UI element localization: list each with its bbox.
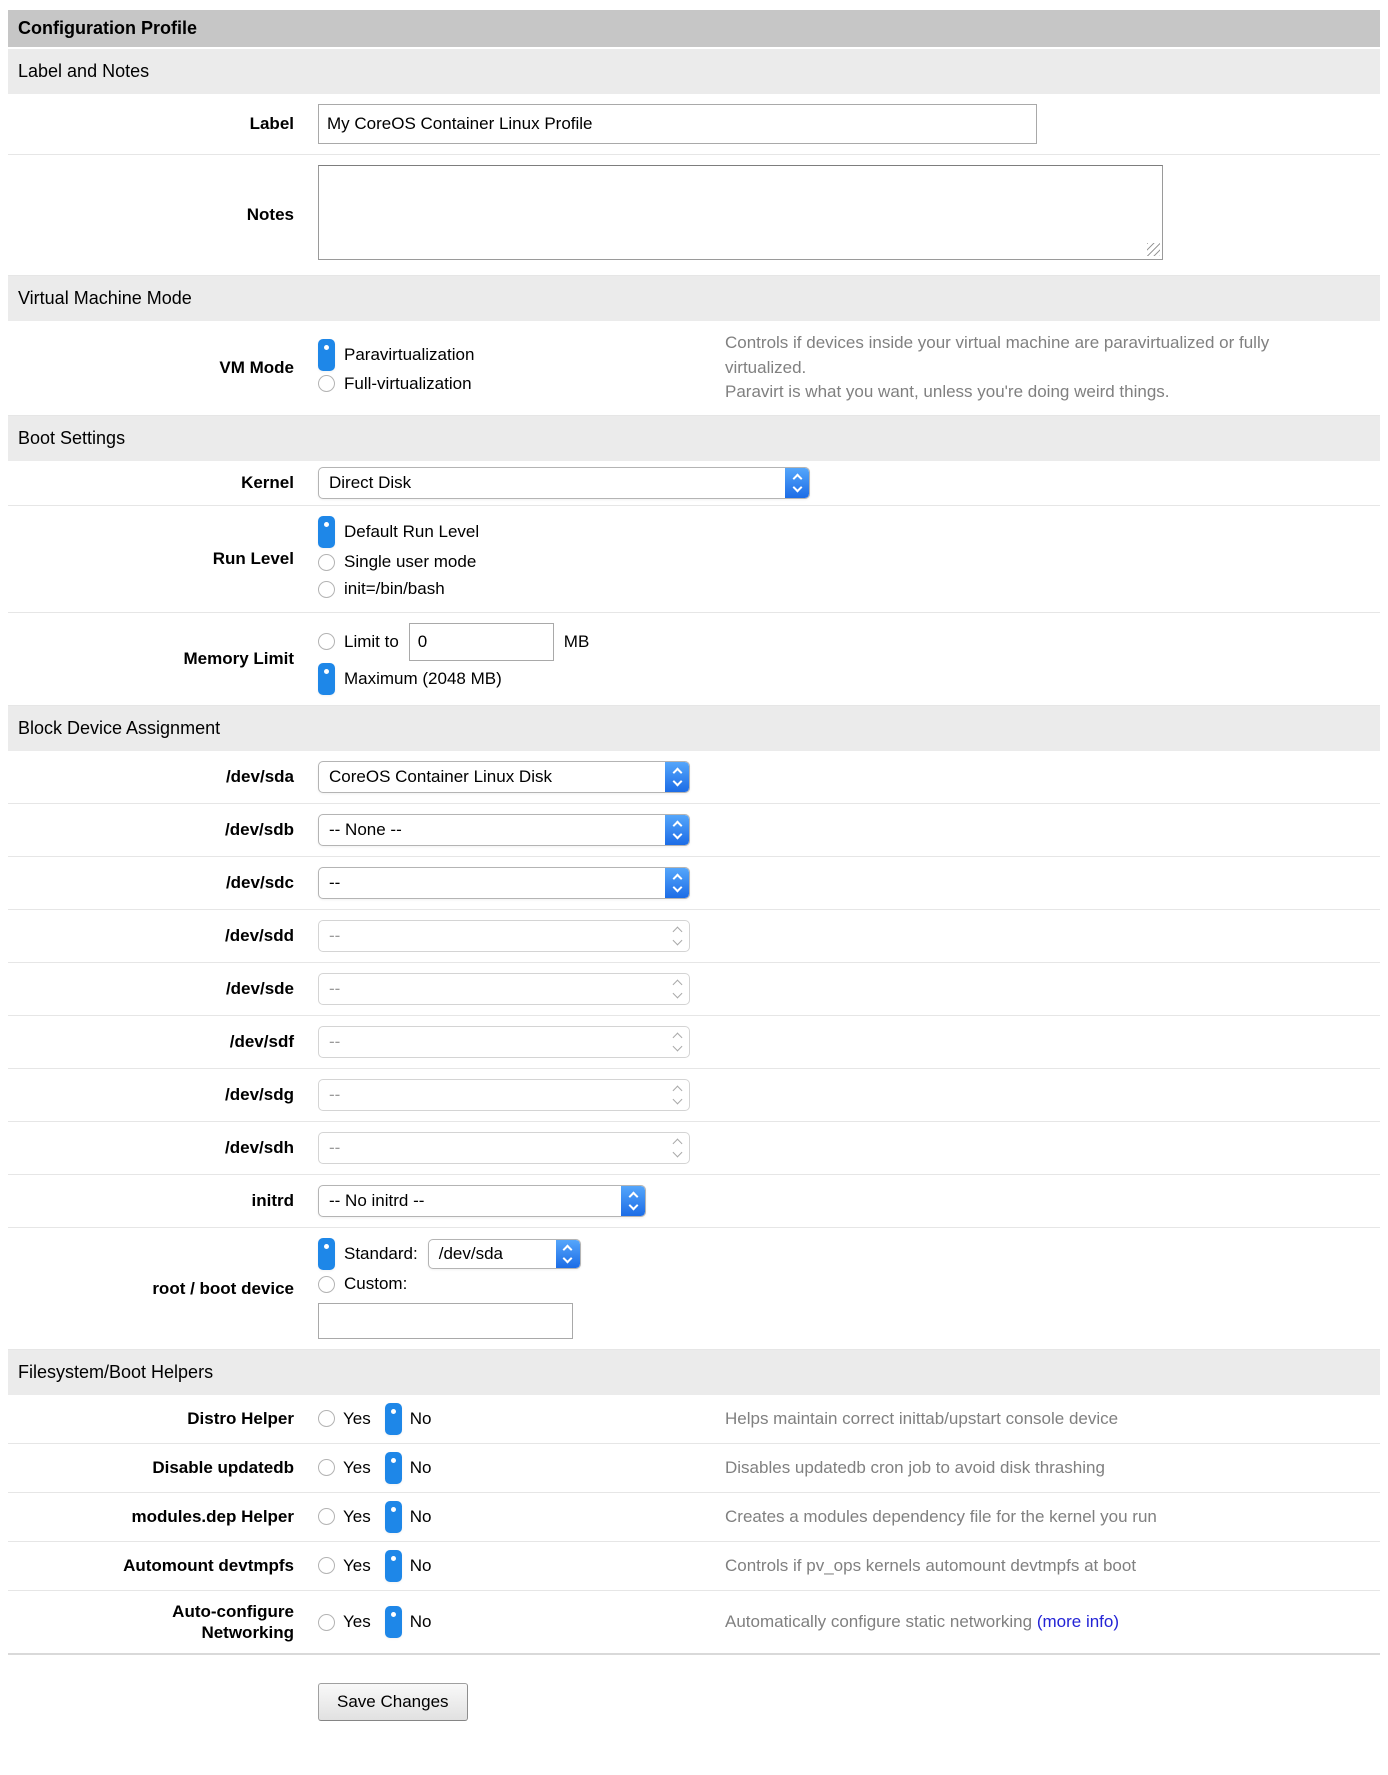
select-stepper-icon: [665, 1027, 689, 1057]
dev-sde-label: /dev/sde: [225, 979, 294, 999]
dev-sdg-control: [310, 1079, 717, 1111]
modules-dep-helper-row: [8, 1493, 1380, 1542]
chevron-down-icon: [672, 935, 682, 945]
dev-sdb-select-value: -- None --: [329, 819, 402, 839]
label-row: [8, 94, 1380, 155]
dev-sdh-control: [310, 1132, 717, 1164]
distro-helper-label: Distro Helper: [187, 1409, 294, 1429]
single-user-mode-label: Single user mode: [344, 552, 477, 572]
disable-updatedb-yes-radio[interactable]: [318, 1459, 335, 1476]
modules-dep-helper-options: [310, 1501, 717, 1533]
vm-mode-row: [8, 321, 1380, 416]
notes-textarea[interactable]: [318, 165, 1163, 260]
vm-mode-help-line-1: Controls if devices inside your virtual machine are paravirtualized or fully virtualized.: [725, 333, 1270, 377]
automount-devtmpfs-help: Controls if pv_ops kernels automount devtmpfs at boot: [725, 1555, 1137, 1575]
distro-helper-yes-radio[interactable]: [318, 1410, 335, 1427]
paravirtualization-radio[interactable]: [318, 339, 335, 371]
run-level-label: Run Level: [212, 549, 294, 569]
select-stepper-icon: [665, 1133, 689, 1163]
modules-dep-helper-no-radio[interactable]: [385, 1501, 402, 1533]
page-title: Configuration Profile: [8, 10, 1380, 47]
dev-sdb-label: /dev/sdb: [225, 820, 294, 840]
initrd-select[interactable]: [318, 1185, 646, 1217]
initrd-control: [310, 1185, 717, 1217]
section-header-block-device-assignment: Block Device Assignment: [8, 706, 1380, 751]
limit-to-label: Limit to: [344, 631, 399, 651]
run-level-option-single-user[interactable]: [318, 550, 717, 575]
dev-sdg-row: [8, 1069, 1380, 1122]
standard-device-radio[interactable]: [318, 1238, 335, 1270]
section-header-filesystem-boot-helpers: Filesystem/Boot Helpers: [8, 1350, 1380, 1395]
vm-mode-help-text: [717, 331, 1297, 405]
modules-dep-helper-help: Creates a modules dependency file for the kernel you run: [725, 1506, 1157, 1526]
distro-helper-help: Helps maintain correct inittab/upstart console device: [725, 1408, 1119, 1428]
distro-helper-no-radio[interactable]: [385, 1403, 402, 1435]
automount-devtmpfs-label: Automount devtmpfs: [123, 1556, 294, 1576]
dev-sdc-select[interactable]: [318, 867, 690, 899]
dev-sdg-select-value: --: [329, 1084, 341, 1104]
root-device-option-custom[interactable]: [318, 1272, 581, 1297]
paravirtualization-label: Paravirtualization: [344, 345, 475, 365]
full-virtualization-label: Full-virtualization: [344, 373, 472, 393]
notes-row: [8, 155, 1380, 276]
section-header-boot-settings: Boot Settings: [8, 416, 1380, 461]
no-label: No: [409, 1457, 432, 1477]
dev-sda-row: [8, 751, 1380, 804]
dev-sdh-select: [318, 1132, 690, 1164]
initrd-select-value: -- No initrd --: [329, 1190, 425, 1210]
kernel-row: [8, 461, 1380, 506]
auto-configure-networking-help: [717, 1610, 1357, 1635]
chevron-down-icon: [672, 829, 682, 839]
kernel-control: [310, 467, 810, 499]
dev-sde-row: [8, 963, 1380, 1016]
auto-configure-networking-help-text: Automatically configure static networking: [725, 1611, 1033, 1631]
maximum-memory-label: Maximum (2048 MB): [344, 668, 502, 688]
full-virtualization-radio[interactable]: [318, 375, 335, 392]
select-stepper-icon: [665, 921, 689, 951]
yes-label: Yes: [343, 1506, 371, 1526]
dev-sde-control: [310, 973, 717, 1005]
root-boot-device-options: [310, 1238, 581, 1339]
automount-devtmpfs-yes-radio[interactable]: [318, 1557, 335, 1574]
memory-limit-input[interactable]: [409, 623, 554, 661]
distro-helper-options: [310, 1403, 717, 1435]
chevron-down-icon: [628, 1200, 638, 1210]
more-info-link[interactable]: (more info): [1036, 1611, 1120, 1631]
dev-sdd-row: [8, 910, 1380, 963]
memory-limit-label: Memory Limit: [183, 649, 294, 669]
yes-label: Yes: [343, 1555, 371, 1575]
limit-to-radio[interactable]: [318, 633, 335, 650]
dev-sda-select-value: CoreOS Container Linux Disk: [329, 766, 552, 786]
automount-devtmpfs-options: [310, 1550, 717, 1582]
kernel-select-value: Direct Disk: [329, 472, 412, 492]
yes-label: Yes: [343, 1612, 371, 1632]
dev-sdc-select-value: --: [329, 872, 341, 892]
run-level-row: [8, 506, 1380, 613]
single-user-mode-radio[interactable]: [318, 554, 335, 571]
dev-sdg-select: [318, 1079, 690, 1111]
custom-device-radio[interactable]: [318, 1276, 335, 1293]
select-stepper-icon: [665, 815, 689, 845]
select-stepper-icon: [665, 974, 689, 1004]
maximum-memory-radio[interactable]: [318, 663, 335, 695]
auto-configure-networking-label: Auto-configure Networking: [172, 1601, 294, 1643]
dev-sde-select: [318, 973, 690, 1005]
root-device-option-standard[interactable]: [318, 1238, 581, 1270]
standard-device-label: Standard:: [344, 1243, 418, 1263]
dev-sdg-label: /dev/sdg: [225, 1085, 294, 1105]
default-run-level-label: Default Run Level: [344, 521, 480, 541]
memory-limit-option-limit-to[interactable]: [318, 623, 589, 661]
dev-sdb-select[interactable]: [318, 814, 690, 846]
yes-label: Yes: [343, 1408, 371, 1428]
chevron-down-icon: [792, 482, 802, 492]
notes-field-control: [310, 165, 1163, 265]
vm-mode-help-line-2: Paravirt is what you want, unless you're doing weird things.: [725, 382, 1170, 402]
vm-mode-option-full-virtualization[interactable]: [318, 371, 717, 396]
dev-sdf-label: /dev/sdf: [229, 1032, 294, 1052]
disable-updatedb-options: [310, 1452, 717, 1484]
dev-sdf-control: [310, 1026, 717, 1058]
select-stepper-icon: [556, 1240, 580, 1268]
chevron-down-icon: [672, 1094, 682, 1104]
initrd-row: [8, 1175, 1380, 1228]
disable-updatedb-row: [8, 1444, 1380, 1493]
automount-devtmpfs-row: [8, 1542, 1380, 1591]
dev-sdd-select: [318, 920, 690, 952]
select-stepper-icon: [785, 468, 809, 498]
dev-sda-control: [310, 761, 717, 793]
no-label: No: [409, 1408, 432, 1428]
label-field-control: [310, 104, 1037, 144]
chevron-down-icon: [672, 882, 682, 892]
dev-sdh-row: [8, 1122, 1380, 1175]
custom-device-input-line: [318, 1299, 581, 1339]
run-level-option-default[interactable]: [318, 516, 717, 548]
dev-sda-select[interactable]: [318, 761, 690, 793]
distro-helper-row: [8, 1395, 1380, 1444]
configuration-profile-form: [8, 10, 1380, 1766]
chevron-down-icon: [563, 1253, 573, 1263]
dev-sdf-select-value: --: [329, 1031, 341, 1051]
modules-dep-helper-yes-radio[interactable]: [318, 1508, 335, 1525]
dev-sdc-label: /dev/sdc: [225, 873, 294, 893]
custom-device-input[interactable]: [318, 1303, 573, 1339]
kernel-label: Kernel: [241, 473, 294, 493]
section-header-label-and-notes: Label and Notes: [8, 49, 1380, 94]
dev-sdh-select-value: --: [329, 1137, 341, 1157]
section-header-virtual-machine-mode: Virtual Machine Mode: [8, 276, 1380, 321]
select-stepper-icon: [621, 1186, 645, 1216]
dev-sdd-select-value: --: [329, 925, 341, 945]
label-field-label: Label: [249, 114, 294, 134]
no-label: No: [409, 1612, 432, 1632]
disable-updatedb-no-radio[interactable]: [385, 1452, 402, 1484]
dev-sda-label: /dev/sda: [225, 767, 294, 787]
select-stepper-icon: [665, 1080, 689, 1110]
notes-field-label: Notes: [246, 205, 294, 225]
no-label: No: [409, 1555, 432, 1575]
memory-limit-option-maximum[interactable]: [318, 663, 589, 695]
root-boot-device-row: [8, 1228, 1380, 1350]
automount-devtmpfs-no-radio[interactable]: [385, 1550, 402, 1582]
save-changes-button[interactable]: Save Changes: [318, 1683, 468, 1721]
vm-mode-option-paravirtualization[interactable]: [318, 339, 717, 371]
run-level-option-init-bash[interactable]: [318, 577, 717, 602]
select-stepper-icon: [665, 762, 689, 792]
default-run-level-radio[interactable]: [318, 516, 335, 548]
root-boot-device-label: root / boot device: [152, 1278, 294, 1298]
auto-configure-networking-row: [8, 1591, 1380, 1656]
chevron-down-icon: [672, 1041, 682, 1051]
dev-sdc-row: [8, 857, 1380, 910]
run-level-options: [310, 516, 717, 602]
select-stepper-icon: [665, 868, 689, 898]
dev-sdc-control: [310, 867, 717, 899]
memory-limit-unit: MB: [563, 631, 590, 651]
auto-configure-networking-no-radio[interactable]: [385, 1606, 402, 1638]
yes-label: Yes: [343, 1457, 371, 1477]
auto-configure-networking-options: [310, 1606, 717, 1638]
dev-sdd-control: [310, 920, 717, 952]
dev-sde-select-value: --: [329, 978, 341, 998]
auto-configure-networking-yes-radio[interactable]: [318, 1614, 335, 1631]
disable-updatedb-help: Disables updatedb cron job to avoid disk thrashing: [725, 1457, 1105, 1477]
standard-device-select-value: /dev/sda: [438, 1243, 503, 1263]
dev-sdf-row: [8, 1016, 1380, 1069]
modules-dep-helper-label: modules.dep Helper: [131, 1507, 294, 1527]
notes-textarea-wrap: [318, 165, 1163, 260]
dev-sdb-control: [310, 814, 717, 846]
memory-limit-row: [8, 613, 1380, 706]
init-bin-bash-radio[interactable]: [318, 581, 335, 598]
dev-sdh-label: /dev/sdh: [225, 1138, 294, 1158]
disable-updatedb-label: Disable updatedb: [152, 1458, 294, 1478]
chevron-down-icon: [672, 988, 682, 998]
vm-mode-label: VM Mode: [219, 358, 294, 378]
dev-sdd-label: /dev/sdd: [225, 926, 294, 946]
chevron-down-icon: [672, 776, 682, 786]
kernel-select[interactable]: [318, 467, 810, 499]
custom-device-label: Custom:: [344, 1274, 408, 1294]
chevron-down-icon: [672, 1147, 682, 1157]
standard-device-select[interactable]: [428, 1239, 581, 1269]
dev-sdb-row: [8, 804, 1380, 857]
save-row: [8, 1655, 1380, 1766]
no-label: No: [409, 1506, 432, 1526]
initrd-label: initrd: [251, 1191, 294, 1211]
init-bin-bash-label: init=/bin/bash: [344, 579, 445, 599]
label-input[interactable]: [318, 104, 1037, 144]
dev-sdf-select: [318, 1026, 690, 1058]
vm-mode-options: [310, 339, 717, 396]
memory-limit-options: [310, 623, 589, 695]
